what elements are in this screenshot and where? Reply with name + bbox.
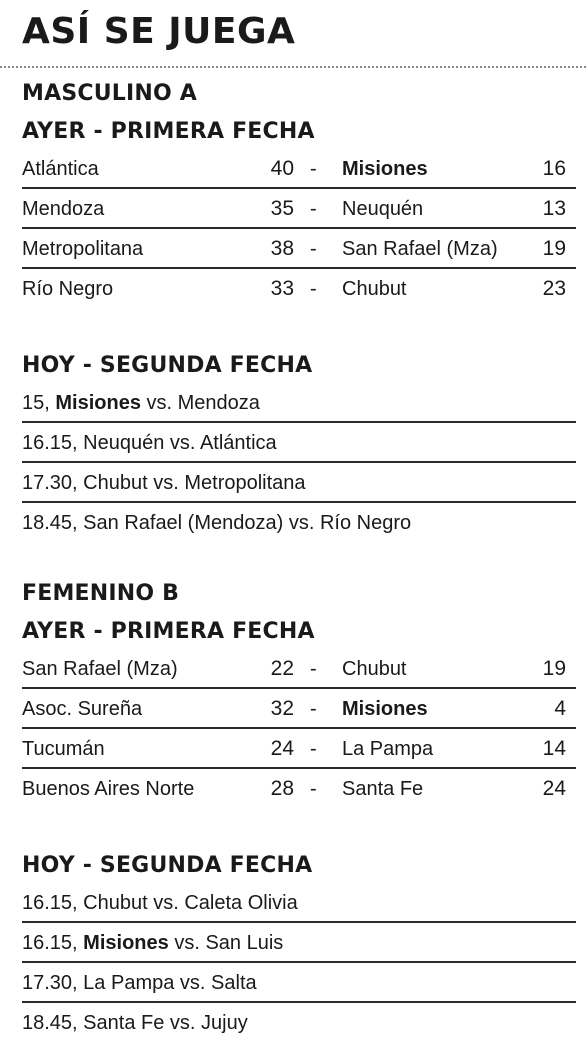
spacer bbox=[22, 543, 576, 575]
home-team: Río Negro bbox=[22, 278, 114, 300]
fixture-vs: vs. bbox=[153, 892, 179, 914]
home-score: 35 bbox=[270, 197, 294, 220]
page-title: ASÍ SE JUEGA bbox=[22, 11, 296, 52]
away-team: Chubut bbox=[342, 658, 407, 680]
fixtures-heading: HOY - SEGUNDA FECHA bbox=[22, 353, 313, 378]
away-score: 13 bbox=[542, 197, 566, 220]
result-row bbox=[22, 771, 576, 807]
home-team: Atlántica bbox=[22, 158, 99, 180]
result-row bbox=[22, 191, 576, 229]
fixture-time: 18.45, bbox=[22, 512, 78, 534]
score-separator: - bbox=[310, 158, 317, 180]
fixture-away: Atlántica bbox=[199, 432, 277, 454]
result-row bbox=[22, 231, 576, 269]
fixture-away: Metropolitana bbox=[184, 472, 306, 494]
home-team: Asoc. Sureña bbox=[22, 698, 143, 720]
fixture-time: 16.15, bbox=[22, 892, 78, 914]
fixture-row bbox=[22, 465, 576, 503]
fixture-row bbox=[22, 505, 576, 541]
fixture-home: Misiones bbox=[55, 392, 141, 414]
fixture-row bbox=[22, 885, 576, 923]
away-team: Chubut bbox=[342, 278, 407, 300]
home-score: 33 bbox=[270, 277, 294, 300]
fixture-vs: vs. bbox=[179, 972, 206, 994]
score-separator: - bbox=[310, 658, 317, 680]
fixture-row bbox=[22, 425, 576, 463]
fixture-time: 17.30, bbox=[22, 472, 78, 494]
fixture-away: Salta bbox=[211, 972, 257, 994]
away-score: 23 bbox=[542, 277, 566, 300]
fixture-vs: vs. bbox=[288, 512, 315, 534]
fixture-time: 16.15, bbox=[22, 932, 78, 954]
fixture-time: 15, bbox=[22, 392, 50, 414]
score-separator: - bbox=[310, 238, 317, 260]
away-score: 19 bbox=[542, 237, 566, 260]
result-row bbox=[22, 271, 576, 307]
score-separator: - bbox=[310, 278, 317, 300]
results-heading: AYER - PRIMERA FECHA bbox=[22, 119, 315, 144]
fixture-time: 17.30, bbox=[22, 972, 78, 994]
away-team: Neuquén bbox=[342, 198, 424, 220]
fixture-away: Caleta Olivia bbox=[184, 892, 298, 914]
fixture-time: 18.45, bbox=[22, 1012, 78, 1034]
fixture-time: 16.15, bbox=[22, 432, 78, 454]
away-score: 16 bbox=[542, 157, 566, 180]
home-score: 24 bbox=[270, 737, 294, 760]
result-row bbox=[22, 691, 576, 729]
fixture-home: La Pampa bbox=[83, 972, 175, 994]
fixtures-heading: HOY - SEGUNDA FECHA bbox=[22, 853, 313, 878]
fixture-vs: vs. bbox=[169, 432, 196, 454]
fixture-row bbox=[22, 925, 576, 963]
home-team: Buenos Aires Norte bbox=[22, 778, 195, 800]
fixture-away: San Luis bbox=[205, 932, 284, 954]
away-score: 4 bbox=[554, 697, 566, 720]
category-heading: MASCULINO A bbox=[22, 81, 197, 106]
score-separator: - bbox=[310, 778, 317, 800]
fixture-home: Neuquén bbox=[83, 432, 165, 454]
home-team: Tucumán bbox=[22, 738, 105, 760]
category-heading: FEMENINO B bbox=[22, 581, 180, 606]
fixture-row bbox=[22, 385, 576, 423]
home-score: 32 bbox=[270, 697, 294, 720]
title-divider bbox=[0, 66, 586, 68]
result-row bbox=[22, 731, 576, 769]
section-masculino-a bbox=[22, 75, 576, 541]
home-score: 40 bbox=[270, 157, 294, 180]
home-score: 38 bbox=[270, 237, 294, 260]
home-team: Metropolitana bbox=[22, 238, 144, 260]
fixture-home: San Rafael (Mendoza) bbox=[83, 512, 284, 534]
fixture-home: Santa Fe bbox=[83, 1012, 165, 1034]
fixture-vs: vs. bbox=[174, 932, 200, 954]
fixture-vs: vs. bbox=[146, 392, 173, 414]
away-score: 19 bbox=[542, 657, 566, 680]
results-heading: AYER - PRIMERA FECHA bbox=[22, 619, 315, 644]
spacer bbox=[22, 809, 576, 847]
score-separator: - bbox=[310, 738, 317, 760]
home-team: San Rafael (Mza) bbox=[22, 658, 178, 680]
fixture-home: Misiones bbox=[83, 932, 169, 954]
fixture-away: Mendoza bbox=[177, 392, 260, 414]
spacer bbox=[22, 309, 576, 347]
fixture-away: Jujuy bbox=[201, 1012, 248, 1034]
home-team: Mendoza bbox=[22, 198, 105, 220]
score-separator: - bbox=[310, 698, 317, 720]
away-team: San Rafael (Mza) bbox=[342, 238, 498, 260]
fixture-home: Chubut bbox=[83, 472, 148, 494]
away-score: 24 bbox=[542, 777, 566, 800]
score-separator: - bbox=[310, 198, 317, 220]
fixture-row bbox=[22, 1005, 576, 1041]
away-score: 14 bbox=[542, 737, 566, 760]
section-femenino-b bbox=[22, 575, 576, 1041]
fixture-vs: vs. bbox=[153, 472, 179, 494]
fixture-away: Río Negro bbox=[319, 512, 412, 534]
fixture-home: Chubut bbox=[83, 892, 148, 914]
result-row bbox=[22, 651, 576, 689]
result-row bbox=[22, 151, 576, 189]
away-team: Misiones bbox=[342, 158, 428, 180]
fixture-row bbox=[22, 965, 576, 1003]
away-team: Misiones bbox=[342, 698, 428, 720]
home-score: 28 bbox=[270, 777, 294, 800]
away-team: Santa Fe bbox=[342, 778, 424, 800]
fixture-vs: vs. bbox=[169, 1012, 196, 1034]
away-team: La Pampa bbox=[342, 738, 434, 760]
home-score: 22 bbox=[270, 657, 294, 680]
